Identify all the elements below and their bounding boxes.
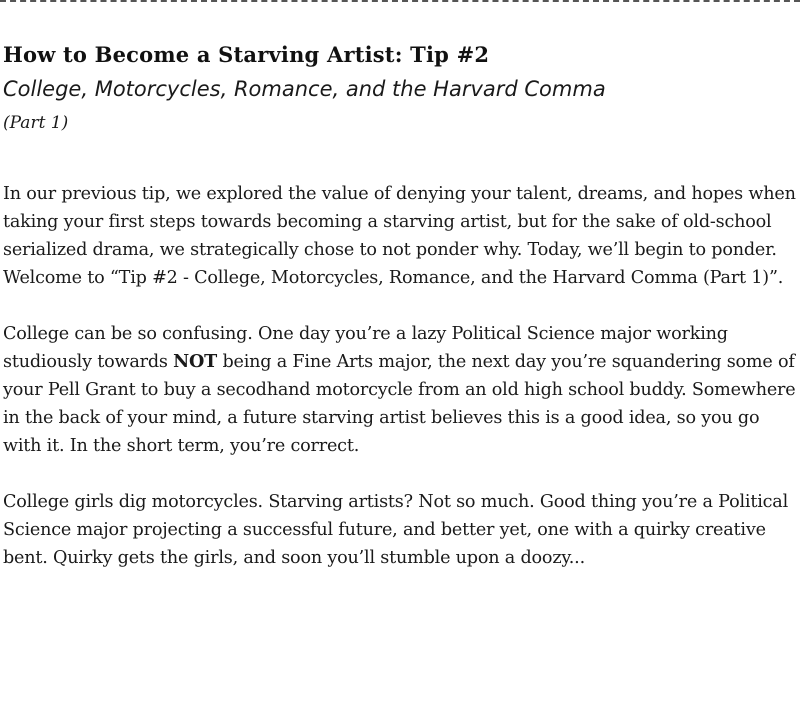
article — [3, 38, 798, 572]
paragraph-2-emphasis: NOT — [173, 351, 218, 372]
paragraph-2-text-end: being a Fine Arts major, the next day you’re squandering some of your Pell Grant to buy a secodhand motorcycle from an old high school buddy. Somewhere in the back of your mind, a future starving artist believes this is a good idea, so you go with it. In the short term, you’re correct. — [3, 352, 796, 456]
paragraph-2-text-start: College can be so confusing. One day you’re a lazy Political Science major working studiously towards — [3, 324, 728, 372]
article-title: How to Become a Starving Artist: Tip #2 — [3, 42, 490, 67]
article-subtitle: College, Motorcycles, Romance, and the Harvard Comma — [3, 77, 606, 101]
article-part-label: (Part 1) — [3, 113, 69, 133]
article-paragraph-2 — [3, 320, 798, 460]
article-paragraph-3: College girls dig motorcycles. Starving artists? Not so much. Good thing you’re a Political Science major projecting a successful future, and better yet, one with a quirky creative bent. Quirky gets the girls, and soon you’ll stumble upon a doozy... — [3, 492, 788, 568]
article-paragraph-1: In our previous tip, we explored the value of denying your talent, dreams, and hopes when taking your first steps towards becoming a starving artist, but for the sake of old-school serialized drama, we strategically chose to not ponder why. Today, we’ll begin to ponder. Welcome to “Tip #2 - College, Motorcycles, Romance, and the Harvard Comma (Part 1)”. — [3, 184, 796, 288]
dashed-divider — [0, 0, 800, 2]
